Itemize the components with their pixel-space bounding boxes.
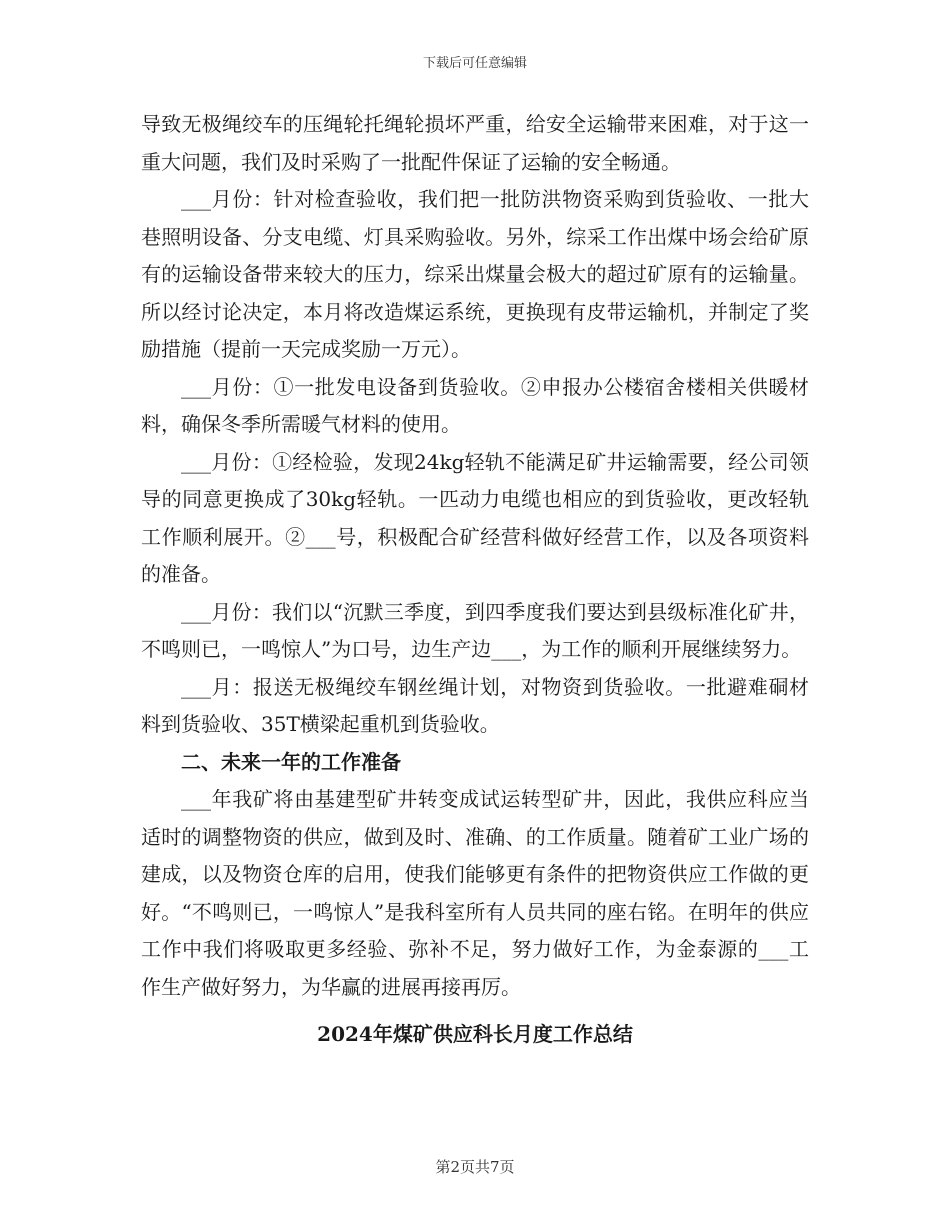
paragraph-month-entry: ___月份：我们以“沉默三季度，到四季度我们要达到县级标准化矿井，不鸣则已，一鸣惊人”为口号，边生产边___，为工作的顺利开展继续努力。 bbox=[141, 599, 809, 661]
document-body bbox=[141, 106, 809, 1054]
paragraph-month-entry: ___月：报送无极绳绞车钢丝绳计划，对物资到货验收。一批避难硐材料到货验收、35T横梁起重机到货验收。 bbox=[141, 674, 809, 736]
paragraph-continuation: 导致无极绳绞车的压绳轮托绳轮损坏严重，给安全运输带来困难，对于这一重大问题，我们及时采购了一批配件保证了运输的安全畅通。 bbox=[141, 112, 809, 174]
paragraph-month-entry: ___月份：①一批发电设备到货验收。②申报办公楼宿舍楼相关供暖材料，确保冬季所需暖气材料的使用。 bbox=[141, 374, 809, 436]
paragraph-month-entry: ___月份：①经检验，发现24kg轻轨不能满足矿井运输需要，经公司领导的同意更换成了30kg轻轨。一匹动力电缆也相应的到货验收，更改轻轨工作顺利展开。②___号，积极配合矿经营科做好经营工作，以及各项资料的准备。 bbox=[141, 449, 809, 586]
section-heading: 二、未来一年的工作准备 bbox=[181, 749, 401, 774]
page-number: 第2页共7页 bbox=[435, 1158, 515, 1176]
next-document-title: 2024年煤矿供应科长月度工作总结 bbox=[317, 1022, 633, 1046]
header-note: 下载后可任意编辑 bbox=[422, 56, 527, 71]
paragraph-future-plan: ___年我矿将由基建型矿井转变成试运转型矿井，因此，我供应科应当适时的调整物资的供应，做到及时、准确、的工作质量。随着矿工业广场的建成，以及物资仓库的启用，使我们能够更有条件的把物资供应工作做的更好。“不鸣则已，一鸣惊人”是我科室所有人员共同的座右铭。在明年的供应工作中我们将吸取更多经验、弥补不足，努力做好工作，为金泰源的___工作生产做好努力，为华赢的进展再接再厉。 bbox=[141, 787, 809, 999]
paragraph-month-entry: ___月份：针对检查验收，我们把一批防洪物资采购到货验收、一批大巷照明设备、分支电缆、灯具采购验收。另外，综采工作出煤中场会给矿原有的运输设备带来较大的压力，综采出煤量会极大的超过矿原有的运输量。所以经讨论决定，本月将改造煤运系统，更换现有皮带运输机，并制定了奖励措施（提前一天完成奖励一万元）。 bbox=[141, 187, 809, 361]
